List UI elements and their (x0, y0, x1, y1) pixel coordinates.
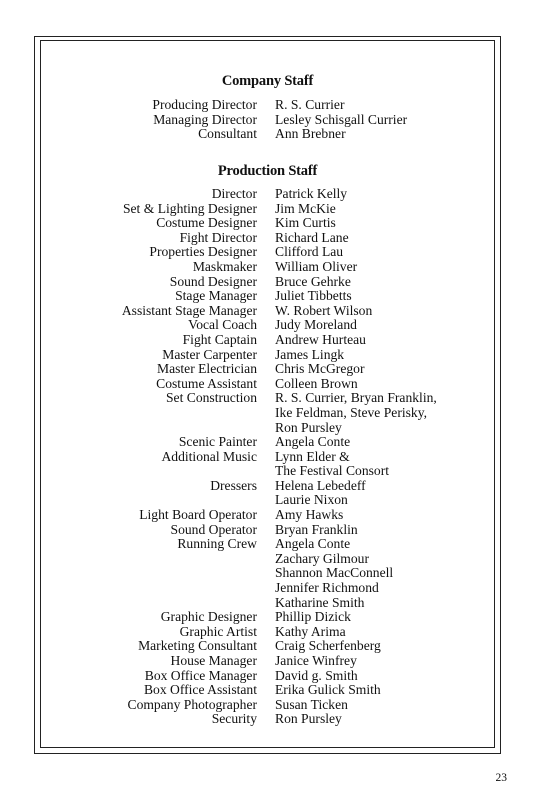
staff-name: Ron Pursley (275, 419, 342, 435)
staff-row (0, 362, 535, 377)
staff-row (0, 98, 535, 113)
staff-name: Richard Lane (275, 229, 349, 245)
staff-role: Set Construction (165, 390, 257, 406)
staff-row (0, 596, 535, 611)
staff-name: Angela Conte (275, 434, 351, 450)
staff-row (0, 289, 535, 304)
staff-name: Shannon MacConnell (275, 565, 394, 581)
staff-role: Properties Designer (149, 244, 257, 260)
staff-name: Patrick Kelly (275, 186, 348, 201)
staff-name: Craig Scherfenberg (275, 638, 381, 654)
staff-row (0, 450, 535, 465)
staff-row (0, 581, 535, 596)
staff-row (0, 625, 535, 640)
staff-row (0, 537, 535, 552)
staff-name: Ron Pursley (275, 711, 342, 727)
staff-row (0, 202, 535, 217)
staff-role: Graphic Designer (160, 609, 257, 625)
staff-name: Phillip Dizick (275, 609, 351, 625)
staff-role: Additional Music (161, 448, 257, 464)
staff-name: David g. Smith (275, 667, 358, 683)
staff-row (0, 127, 535, 142)
staff-row (0, 523, 535, 538)
staff-row (0, 654, 535, 669)
staff-name: Helena Lebedeff (275, 477, 366, 493)
staff-name: Amy Hawks (275, 507, 344, 523)
staff-row (0, 275, 535, 290)
staff-name: Katharine Smith (275, 594, 365, 610)
production-staff-list (0, 187, 535, 727)
staff-row (0, 669, 535, 684)
staff-role: Running Crew (177, 536, 257, 552)
staff-role (0, 464, 257, 479)
staff-row (0, 698, 535, 713)
staff-name: Kathy Arima (275, 623, 346, 639)
production-staff-heading: Production Staff (217, 163, 318, 179)
staff-role: Box Office Manager (144, 667, 257, 683)
staff-role (0, 493, 257, 508)
staff-name: Jennifer Richmond (275, 580, 379, 596)
staff-row (0, 391, 535, 406)
staff-role: Sound Operator (170, 521, 257, 537)
staff-row (0, 333, 535, 348)
staff-role: Stage Manager (175, 288, 257, 304)
staff-role: Vocal Coach (188, 317, 257, 333)
staff-name: Ike Feldman, Steve Perisky, (275, 404, 428, 420)
staff-role (0, 421, 257, 436)
staff-name: Judy Moreland (275, 317, 357, 333)
staff-role: Sound Designer (169, 273, 257, 289)
staff-role: Assistant Stage Manager (121, 302, 257, 318)
staff-row (0, 610, 535, 625)
staff-role: Graphic Artist (179, 623, 257, 639)
staff-name: James Lingk (275, 346, 345, 362)
staff-role (0, 552, 257, 567)
staff-name: William Oliver (275, 258, 358, 274)
staff-role: House Manager (170, 653, 257, 668)
staff-name: Juliet Tibbetts (275, 288, 352, 304)
staff-name: Bruce Gehrke (275, 273, 351, 289)
staff-row (0, 406, 535, 421)
staff-role: Marketing Consultant (138, 638, 257, 654)
staff-name: Ann Brebner (275, 126, 346, 142)
staff-role: Managing Director (153, 111, 257, 127)
staff-role: Light Board Operator (139, 507, 257, 523)
staff-row (0, 464, 535, 479)
staff-row (0, 260, 535, 275)
staff-name: Jim McKie (275, 200, 336, 216)
staff-name: Chris McGregor (275, 361, 365, 377)
staff-role: Fight Captain (182, 331, 257, 347)
staff-role: Fight Director (179, 229, 257, 245)
staff-row (0, 493, 535, 508)
staff-row (0, 187, 535, 202)
staff-row (0, 377, 535, 392)
staff-row (0, 508, 535, 523)
staff-role: Dressers (210, 477, 257, 493)
staff-name: The Festival Consort (275, 463, 390, 479)
staff-name: Colleen Brown (275, 375, 358, 391)
staff-name: R. S. Currier (275, 97, 345, 112)
staff-row (0, 245, 535, 260)
staff-name: Lesley Schisgall Currier (275, 111, 408, 127)
staff-row (0, 216, 535, 231)
staff-row (0, 304, 535, 319)
staff-name: W. Robert Wilson (275, 302, 373, 318)
staff-name: Clifford Lau (275, 244, 344, 260)
staff-name: Kim Curtis (275, 215, 336, 231)
staff-row (0, 712, 535, 727)
staff-role: Company Photographer (127, 696, 257, 712)
staff-role (0, 581, 257, 596)
staff-row (0, 479, 535, 494)
staff-name: Janice Winfrey (275, 653, 357, 668)
staff-name: Lynn Elder & (275, 448, 350, 464)
staff-row (0, 421, 535, 436)
staff-role: Set & Lighting Designer (122, 200, 257, 216)
staff-row (0, 231, 535, 246)
staff-name: Angela Conte (275, 536, 351, 552)
staff-role: Security (211, 711, 257, 727)
staff-name: Bryan Franklin (275, 521, 358, 537)
staff-role (0, 406, 257, 421)
staff-role: Master Carpenter (162, 346, 257, 362)
staff-role (0, 596, 257, 611)
staff-role: Box Office Assistant (143, 682, 257, 698)
staff-row (0, 113, 535, 128)
staff-role: Master Electrician (156, 361, 257, 377)
staff-role (0, 566, 257, 581)
company-staff-list (0, 98, 535, 142)
staff-name: Zachary Gilmour (275, 550, 369, 566)
staff-row (0, 348, 535, 363)
staff-role: Scenic Painter (178, 434, 257, 450)
staff-role: Costume Designer (156, 215, 257, 231)
staff-name: Erika Gulick Smith (275, 682, 381, 698)
staff-role: Producing Director (152, 97, 257, 112)
staff-row (0, 566, 535, 581)
staff-role: Costume Assistant (156, 375, 257, 391)
company-staff-heading: Company Staff (221, 73, 314, 89)
staff-role: Director (211, 186, 257, 201)
staff-row (0, 639, 535, 654)
staff-row (0, 552, 535, 567)
staff-name: Laurie Nixon (275, 492, 348, 508)
page-number: 23 (495, 772, 507, 784)
staff-name: Susan Ticken (275, 696, 348, 712)
staff-row (0, 435, 535, 450)
staff-name: Andrew Hurteau (275, 331, 366, 347)
staff-row (0, 318, 535, 333)
staff-role: Maskmaker (192, 258, 257, 274)
staff-name: R. S. Currier, Bryan Franklin, (275, 390, 437, 406)
staff-role: Consultant (198, 126, 257, 142)
staff-row (0, 683, 535, 698)
